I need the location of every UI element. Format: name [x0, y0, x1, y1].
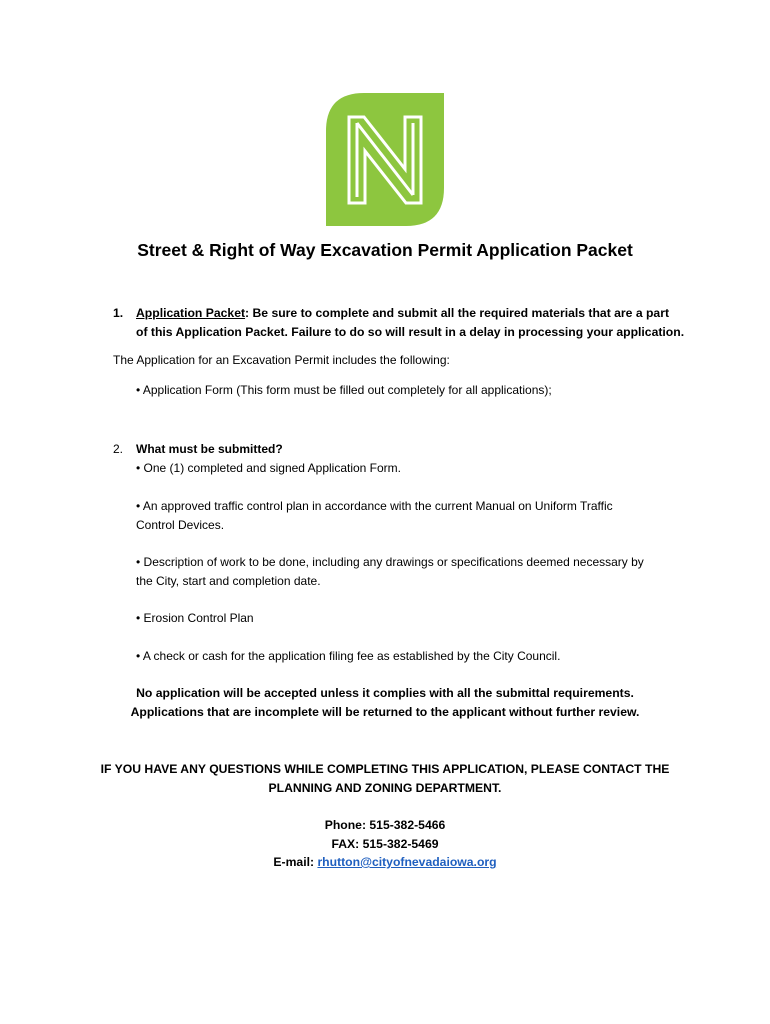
section-text-line2: of this Application Packet. Failure to do so will result in a delay in processing your application. [136, 325, 685, 339]
list-item-line: • Description of work to be done, including any drawings or specifications deemed necessary by [136, 555, 644, 569]
list-item-line: • Erosion Control Plan [136, 611, 254, 625]
contact-info [0, 816, 770, 872]
list-item-line: • A check or cash for the application filing fee as established by the City Council. [136, 649, 561, 663]
phone-number: Phone: 515-382-5466 [324, 818, 446, 832]
section-application-packet [113, 304, 693, 342]
list-item [136, 497, 613, 535]
section-what-to-submit [113, 440, 693, 459]
section-heading: Application Packet [136, 306, 246, 320]
list-item-line: • One (1) completed and signed Application Form. [136, 461, 402, 475]
fax-number: FAX: 515-382-5469 [331, 836, 439, 851]
list-item: • Application Form (This form must be filled out completely for all applications); [136, 383, 552, 397]
section-heading: What must be submitted? [136, 442, 283, 456]
email-link[interactable]: rhutton@cityofnevadaiowa.org [317, 855, 497, 869]
list-item-line: Control Devices. [136, 518, 225, 532]
n-logo-icon [326, 93, 444, 226]
list-item [136, 609, 254, 628]
list-item [136, 647, 560, 666]
section-text-line1: : Be sure to complete and submit all the required materials that are a part [245, 306, 670, 320]
list-item [136, 459, 401, 478]
list-item-line: • An approved traffic control plan in accordance with the current Manual on Uniform Traffic [136, 499, 613, 513]
submittal-notice [0, 684, 770, 722]
page-title: Street & Right of Way Excavation Permit Application Packet [137, 240, 633, 260]
contact-heading-line1: IF YOU HAVE ANY QUESTIONS WHILE COMPLETING THIS APPLICATION, PLEASE CONTACT THE [100, 762, 670, 776]
section-number: 1. [113, 306, 124, 320]
notice-line1: No application will be accepted unless it complies with all the submittal requirements. [136, 686, 634, 700]
list-item-line: the City, start and completion date. [136, 574, 321, 588]
section-number: 2. [113, 442, 124, 456]
email-label: E-mail: [273, 855, 318, 869]
email-line [0, 853, 770, 872]
notice-line2: Applications that are incomplete will be returned to the applicant without further review. [130, 705, 640, 719]
city-logo [326, 93, 444, 226]
intro-text: The Application for an Excavation Permit includes the following: [113, 353, 450, 367]
contact-heading [0, 760, 770, 798]
contact-heading-line2: PLANNING AND ZONING DEPARTMENT. [268, 781, 502, 795]
list-item [136, 553, 644, 591]
